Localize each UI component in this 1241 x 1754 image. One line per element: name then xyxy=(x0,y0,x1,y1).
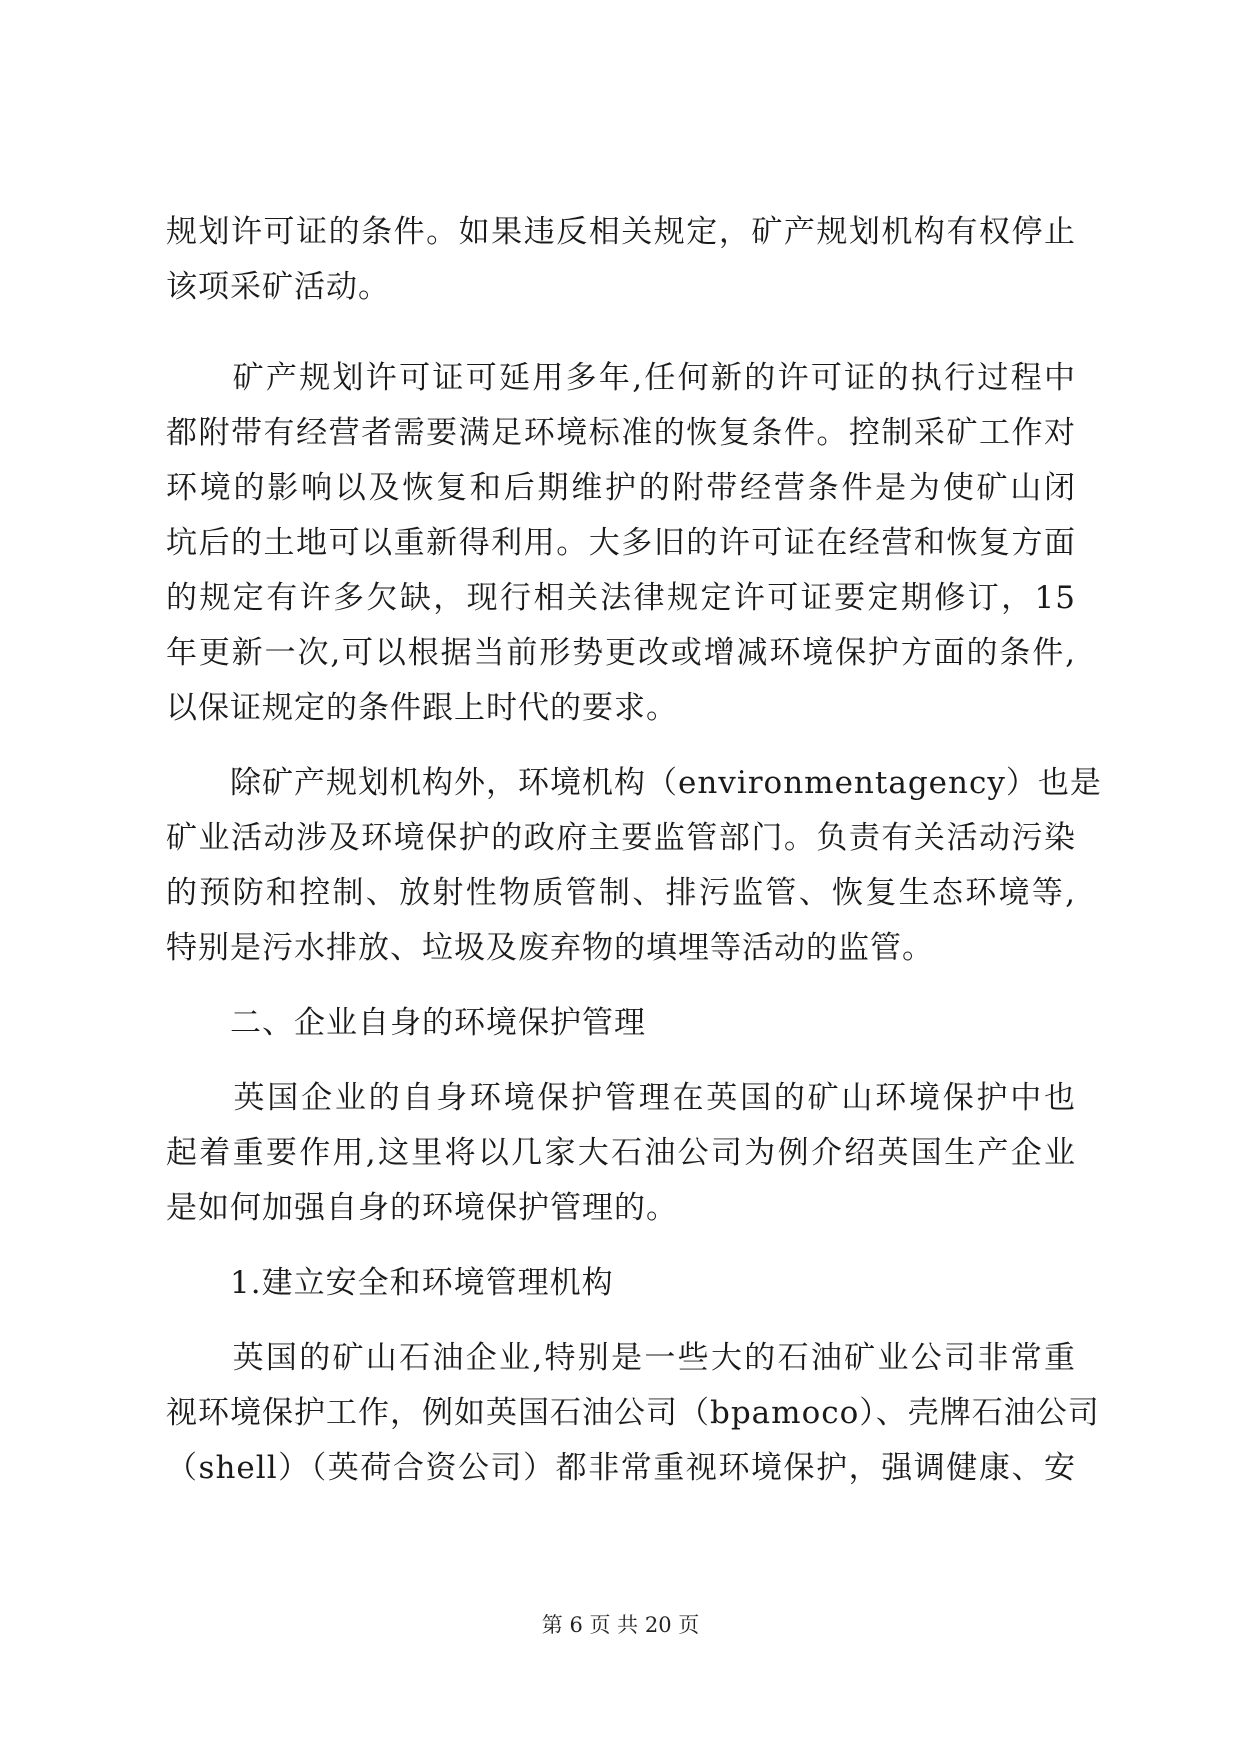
text-line: 英国企业的自身环境保护管理在英国的矿山环境保护中也 xyxy=(166,1080,1076,1116)
text-line: 该项采矿活动。 xyxy=(166,269,390,305)
text-line: 矿产规划许可证可延用多年,任何新的许可证的执行过程中 xyxy=(166,360,1076,396)
text-line: 都附带有经营者需要满足环境标准的恢复条件。控制采矿工作对 xyxy=(166,415,1076,451)
text-line: 英国的矿山石油企业,特别是一些大的石油矿业公司非常重 xyxy=(166,1340,1076,1376)
text-line: 规划许可证的条件。如果违反相关规定，矿产规划机构有权停止 xyxy=(166,214,1076,250)
text-line: 矿业活动涉及环境保护的政府主要监管部门。负责有关活动污染 xyxy=(166,820,1076,856)
text-line: （shell）（英荷合资公司）都非常重视环境保护，强调健康、安 xyxy=(166,1450,1076,1486)
text-line: 的预防和控制、放射性物质管制、排污监管、恢复生态环境等, xyxy=(166,875,1076,911)
text-line: 以保证规定的条件跟上时代的要求。 xyxy=(166,690,678,726)
text-line: 的规定有许多欠缺，现行相关法律规定许可证要定期修订，15 xyxy=(166,580,1076,616)
text-line: 坑后的土地可以重新得利用。大多旧的许可证在经营和恢复方面 xyxy=(166,525,1076,561)
subsection-heading: 1.建立安全和环境管理机构 xyxy=(166,1265,614,1301)
text-line: 是如何加强自身的环境保护管理的。 xyxy=(166,1190,678,1226)
text-line: 环境的影响以及恢复和后期维护的附带经营条件是为使矿山闭 xyxy=(166,470,1076,506)
section-heading: 二、企业自身的环境保护管理 xyxy=(166,1005,646,1041)
text-line: 年更新一次,可以根据当前形势更改或增减环境保护方面的条件, xyxy=(166,635,1076,671)
text-line: 除矿产规划机构外，环境机构（environmentagency）也是 xyxy=(166,765,1102,801)
text-line: 视环境保护工作，例如英国石油公司（bpamoco）、壳牌石油公司 xyxy=(166,1395,1100,1431)
text-line: 起着重要作用,这里将以几家大石油公司为例介绍英国生产企业 xyxy=(166,1135,1076,1171)
text-line: 特别是污水排放、垃圾及废弃物的填埋等活动的监管。 xyxy=(166,930,934,966)
page-footer: 第 6 页 共 20 页 xyxy=(541,1613,700,1637)
